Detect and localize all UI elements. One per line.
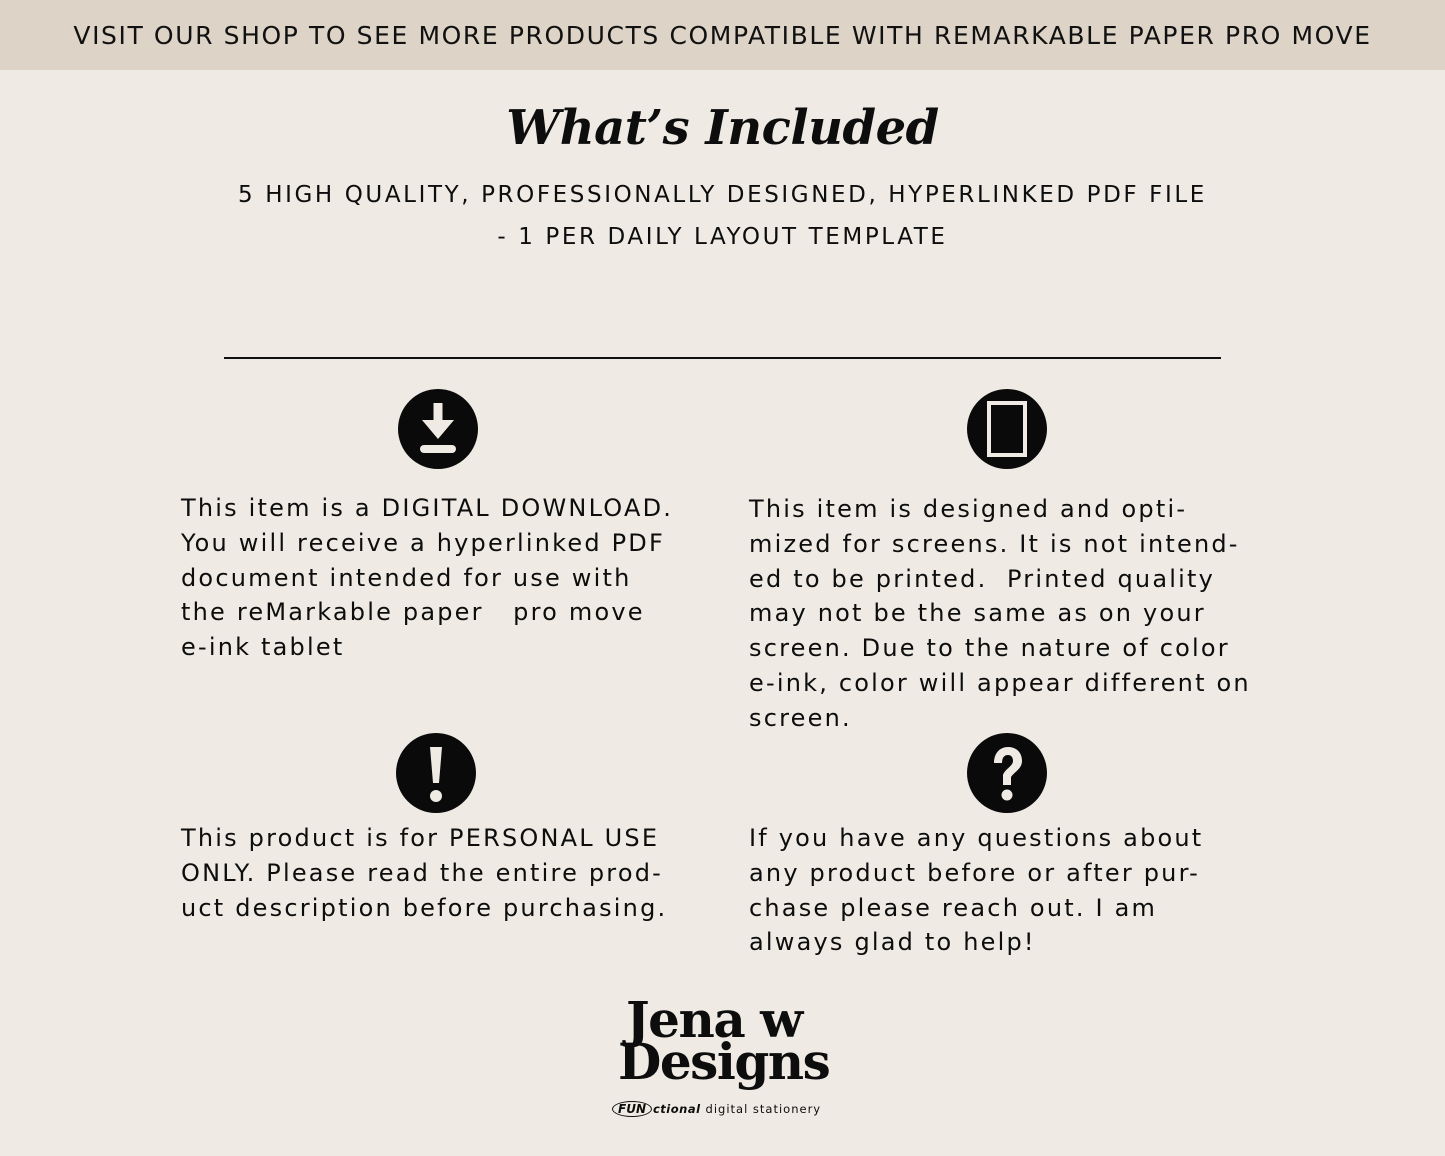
page-title: What’s Included bbox=[506, 100, 939, 156]
divider bbox=[224, 357, 1221, 359]
question-icon bbox=[967, 733, 1047, 813]
tagline-rest: digital stationery bbox=[705, 1102, 822, 1116]
brand-name-line-2: Designs bbox=[618, 1032, 830, 1091]
tablet-icon bbox=[967, 389, 1047, 469]
brand-name-line-1: Jena w bbox=[626, 990, 802, 1049]
banner-text: VISIT OUR SHOP TO SEE MORE PRODUCTS COMPATIBLE WITH REMARKABLE PAPER PRO MOVE bbox=[73, 20, 1372, 50]
feature-text-questions: If you have any questions about any product before or after pur- chase please reach out. I am always glad to help! bbox=[749, 824, 1204, 957]
tagline-fun: FUN bbox=[612, 1101, 652, 1117]
download-icon bbox=[398, 389, 478, 469]
brand-logo bbox=[610, 992, 850, 1122]
feature-text-personal-use: This product is for PERSONAL USE ONLY. Please read the entire prod- uct description before purchasing. bbox=[181, 824, 668, 922]
tagline-ctional: ctional bbox=[652, 1102, 701, 1116]
subtitle-line-2: - 1 PER DAILY LAYOUT TEMPLATE bbox=[497, 224, 948, 250]
top-banner bbox=[0, 0, 1445, 70]
feature-text-download: This item is a DIGITAL DOWNLOAD. You will receive a hyperlinked PDF document intended for use with the reMarkable paper pro move e-ink tablet bbox=[181, 494, 674, 662]
brand-tagline bbox=[612, 1098, 821, 1120]
subtitle-line-1: 5 HIGH QUALITY, PROFESSIONALLY DESIGNED, HYPERLINKED PDF FILE bbox=[238, 182, 1207, 208]
exclamation-icon bbox=[396, 733, 476, 813]
feature-text-screens: This item is designed and opti- mized for screens. It is not intend- ed to be printed. Printed quality may not be the same as on your screen. Due to the nature of color e-ink, color will appear different on screen. bbox=[749, 495, 1251, 732]
